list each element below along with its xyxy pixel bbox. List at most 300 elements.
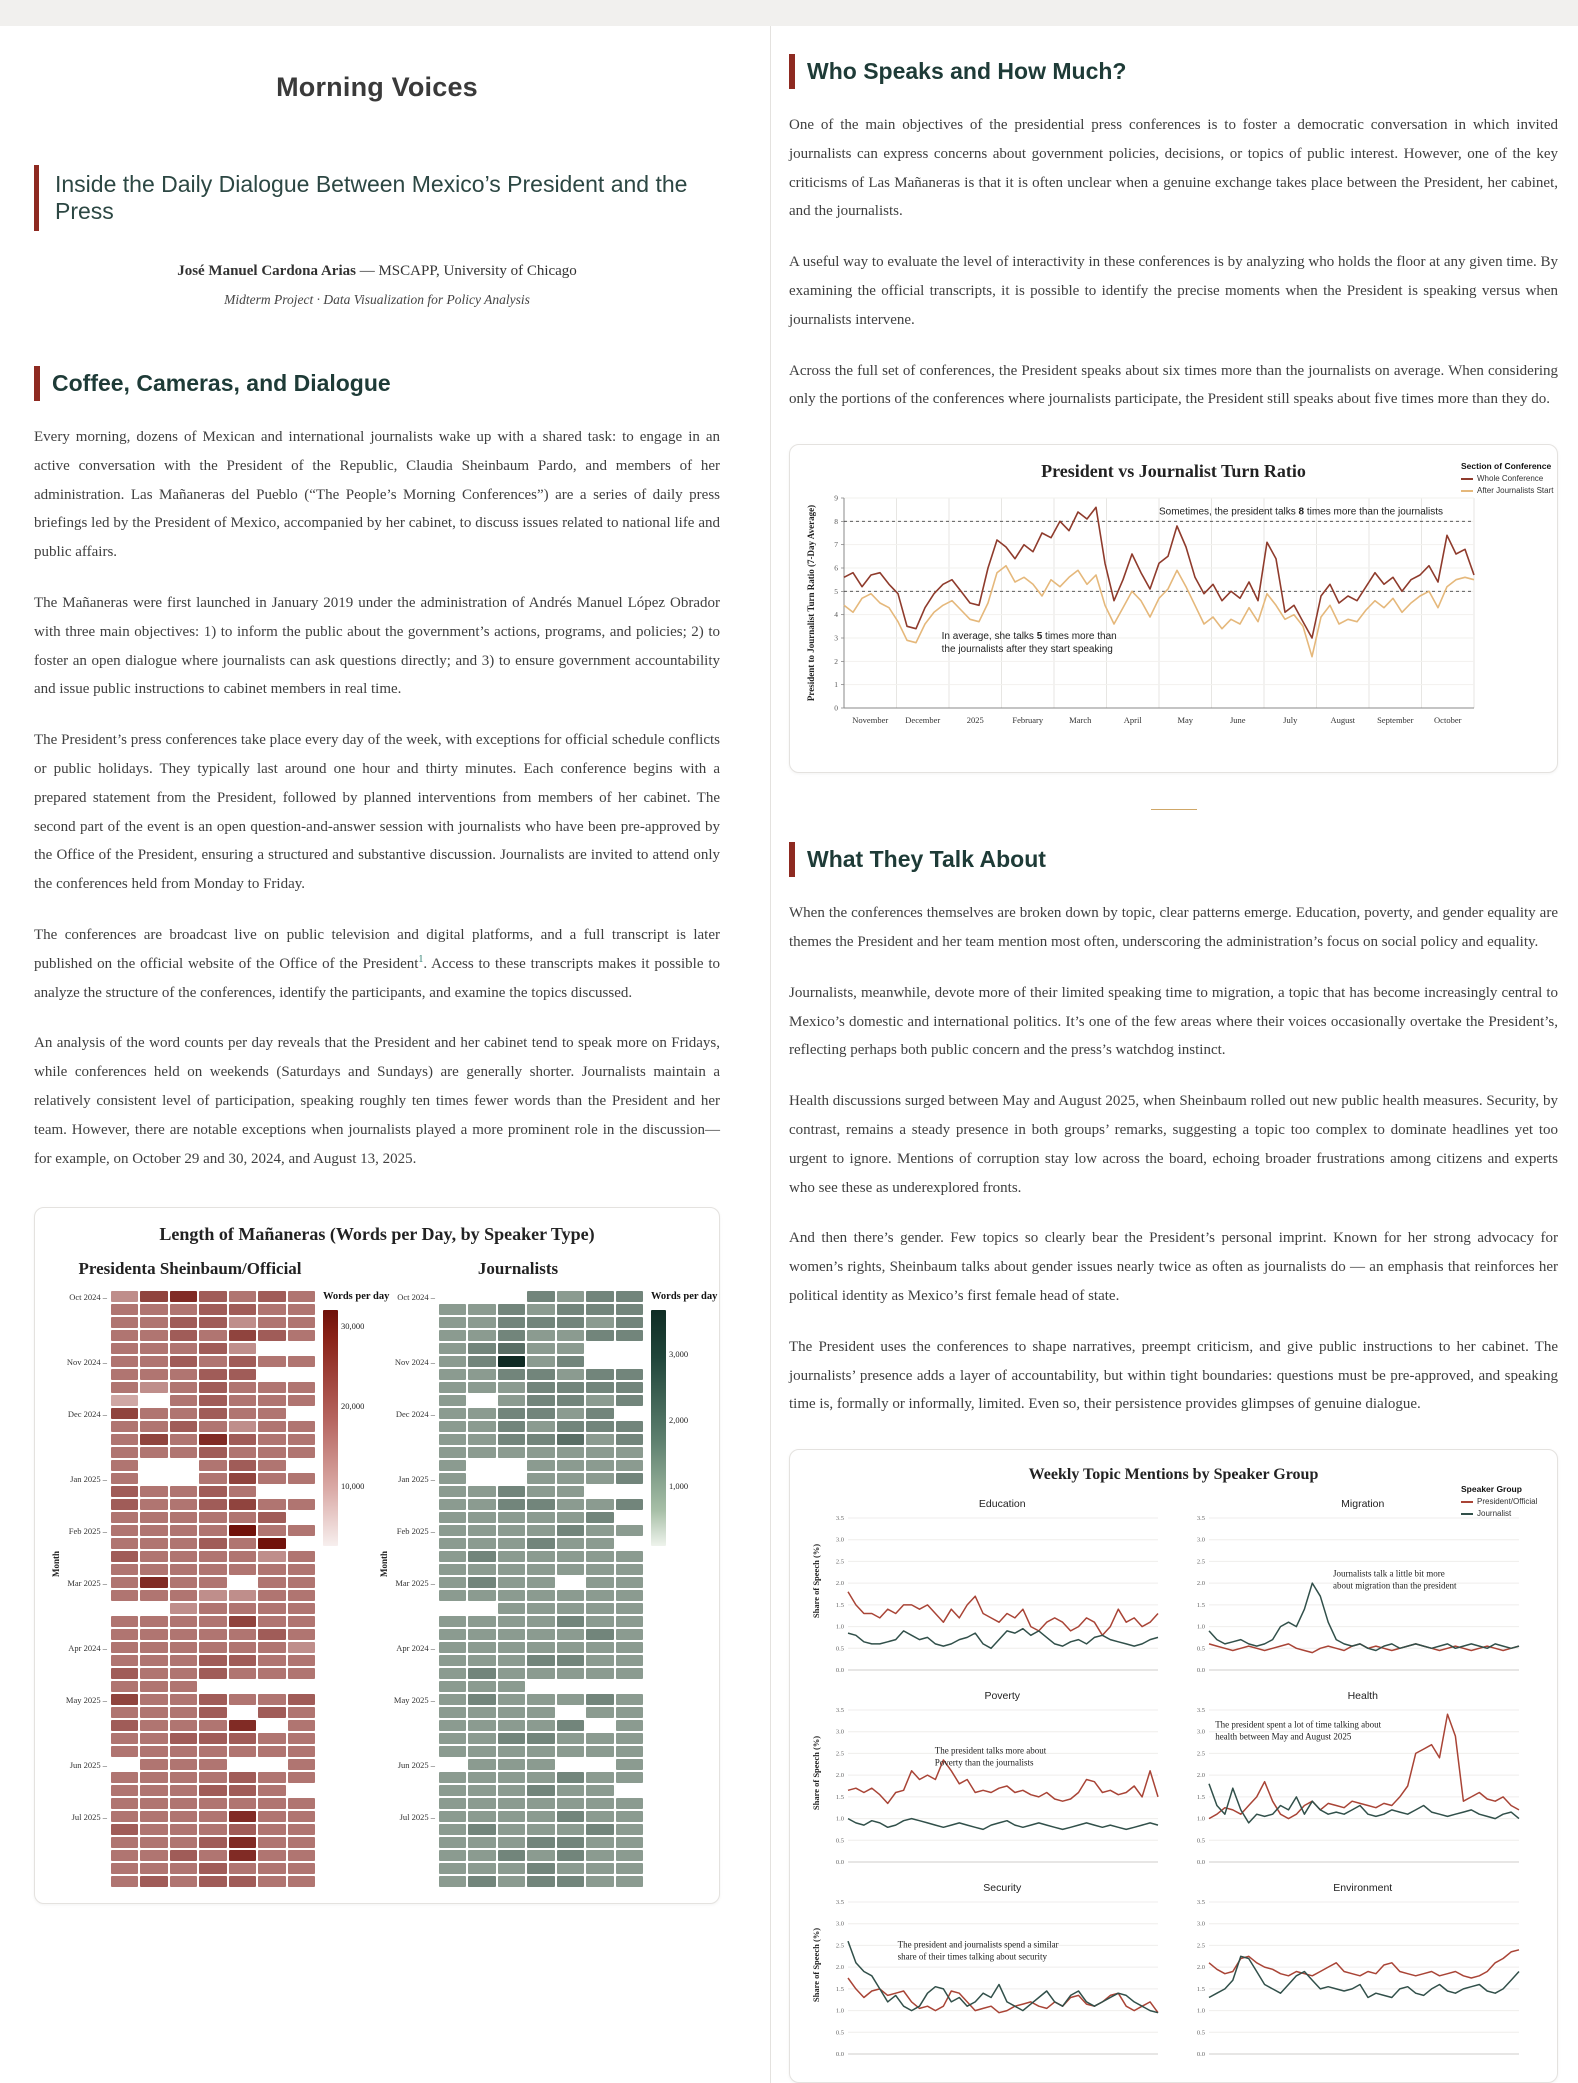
heatmap-cell xyxy=(498,1408,525,1419)
heatmap-month-tick: Jan 2025 – xyxy=(398,1474,435,1485)
heatmap-cell xyxy=(229,1668,256,1679)
heatmap-cell xyxy=(111,1408,138,1419)
y-tick-label: 0.5 xyxy=(1196,2029,1205,2037)
heatmap-cell xyxy=(170,1304,197,1315)
heatmap-month-tick: Dec 2024 – xyxy=(395,1409,435,1420)
heatmap-cell xyxy=(140,1655,167,1666)
heatmap-cell xyxy=(140,1343,167,1354)
heatmap-month-axis xyxy=(391,1291,439,1887)
heatmap-cell xyxy=(616,1512,643,1523)
heatmap-cell xyxy=(111,1460,138,1471)
heatmap-month-tick: Apr 2024 – xyxy=(396,1643,435,1654)
heatmap-cell xyxy=(616,1499,643,1510)
heatmap-cell xyxy=(439,1694,466,1705)
heatmap-cell xyxy=(439,1421,466,1432)
heatmap-legend-tick: 10,000 xyxy=(341,1481,365,1492)
y-tick-label: 1.0 xyxy=(835,1623,844,1631)
heatmap-cell xyxy=(616,1395,643,1406)
heatmap-cell xyxy=(288,1681,315,1692)
heatmap-cell xyxy=(616,1746,643,1757)
heatmap-cell xyxy=(229,1343,256,1354)
heatmap-cell xyxy=(468,1655,495,1666)
heatmap-cell xyxy=(498,1707,525,1718)
heatmap-cell xyxy=(111,1798,138,1809)
y-tick-label: 3.5 xyxy=(835,1707,844,1715)
page-title: Morning Voices xyxy=(276,72,478,102)
heatmap-cell xyxy=(498,1434,525,1445)
heatmap-cell xyxy=(199,1655,226,1666)
heatmap-cell xyxy=(439,1629,466,1640)
heatmap-cell xyxy=(468,1395,495,1406)
heatmap-cell xyxy=(557,1655,584,1666)
heatmap-cell xyxy=(616,1421,643,1432)
y-tick-label: 4 xyxy=(834,610,838,620)
heatmap-cell xyxy=(616,1720,643,1731)
topics-y-axis-label: Share of Speech (%) xyxy=(811,1928,821,2003)
heatmap-legend-gradient xyxy=(323,1310,338,1546)
heatmap-cell xyxy=(557,1317,584,1328)
heatmap-cell xyxy=(140,1369,167,1380)
annotation-bottom: In average, she talks 5 times more than the journalists after they start speaking xyxy=(941,631,1117,656)
y-tick-label: 3.5 xyxy=(1196,1707,1205,1715)
heatmap-cell xyxy=(170,1603,197,1614)
heatmap-cell xyxy=(586,1746,613,1757)
heatmap-chart-card xyxy=(34,1207,720,1904)
heatmap-cell xyxy=(111,1330,138,1341)
heatmap-cell xyxy=(111,1785,138,1796)
heatmap-cell xyxy=(140,1382,167,1393)
heatmap-cell xyxy=(616,1343,643,1354)
heatmap-cell xyxy=(288,1629,315,1640)
heatmap-cell xyxy=(527,1811,554,1822)
heatmap-cell xyxy=(439,1564,466,1575)
heatmap-cell xyxy=(616,1759,643,1770)
heatmap-cell xyxy=(258,1616,285,1627)
heatmap-cell xyxy=(586,1512,613,1523)
heatmap-cell xyxy=(170,1863,197,1874)
heatmap-cell xyxy=(498,1759,525,1770)
heatmap-cell xyxy=(288,1577,315,1588)
heatmap-cell xyxy=(199,1369,226,1380)
heatmap-cell xyxy=(140,1616,167,1627)
heatmap-cell xyxy=(557,1473,584,1484)
heatmap-cell xyxy=(439,1577,466,1588)
heatmap-cell xyxy=(527,1876,554,1887)
heatmap-cell xyxy=(527,1668,554,1679)
heatmap-month-tick: Feb 2025 – xyxy=(396,1526,435,1537)
heatmap-cell xyxy=(111,1590,138,1601)
y-tick-label: 9 xyxy=(834,493,838,503)
heatmap-cell xyxy=(199,1759,226,1770)
heatmap-cell xyxy=(616,1486,643,1497)
heatmap-cell xyxy=(527,1616,554,1627)
page-columns xyxy=(0,26,1578,2083)
heatmap-cell xyxy=(468,1837,495,1848)
heatmap-cell xyxy=(258,1707,285,1718)
heatmap-cell xyxy=(229,1707,256,1718)
heatmap-cell xyxy=(140,1460,167,1471)
heatmap-cell xyxy=(140,1291,167,1302)
heatmap-cell xyxy=(199,1343,226,1354)
heatmap-cell xyxy=(557,1759,584,1770)
y-tick-label: 1.0 xyxy=(1196,1623,1205,1631)
heatmap-cell xyxy=(288,1486,315,1497)
heatmap-cell xyxy=(288,1512,315,1523)
heatmap-cell xyxy=(527,1564,554,1575)
heatmap-cell xyxy=(527,1473,554,1484)
heatmap-cell xyxy=(439,1330,466,1341)
heatmap-cell xyxy=(229,1876,256,1887)
heatmap-cell xyxy=(557,1421,584,1432)
heatmap-cell xyxy=(616,1603,643,1614)
heatmap-cell xyxy=(258,1850,285,1861)
heatmap-cell xyxy=(527,1369,554,1380)
heatmap-cell xyxy=(199,1304,226,1315)
heatmap-cell xyxy=(616,1473,643,1484)
heatmap-cell xyxy=(557,1356,584,1367)
heatmap-cell xyxy=(170,1746,197,1757)
heatmap-cell xyxy=(229,1590,256,1601)
heatmap-cell xyxy=(498,1395,525,1406)
heatmap-month-tick: May 2025 – xyxy=(393,1695,435,1706)
heatmap-cell xyxy=(199,1564,226,1575)
heatmap-cell xyxy=(557,1525,584,1536)
heatmap-cell xyxy=(527,1681,554,1692)
y-tick-label: 2.5 xyxy=(835,1750,844,1758)
heatmap-cell xyxy=(468,1876,495,1887)
heatmap-cell xyxy=(288,1798,315,1809)
heatmap-cell xyxy=(557,1551,584,1562)
heatmap-cell xyxy=(170,1538,197,1549)
y-tick-label: 1.5 xyxy=(1196,1601,1205,1609)
heatmap-legend xyxy=(643,1291,718,1887)
topic-subplot-title: Poverty xyxy=(984,1690,1021,1703)
heatmap-cell xyxy=(140,1694,167,1705)
president-official-swatch xyxy=(1461,1501,1473,1503)
heatmap-cell xyxy=(229,1746,256,1757)
heatmap-cell xyxy=(140,1330,167,1341)
heatmap-cell xyxy=(557,1460,584,1471)
heatmap-cell xyxy=(111,1395,138,1406)
heatmap-cell xyxy=(111,1824,138,1835)
heatmap-cell xyxy=(498,1486,525,1497)
heatmap-cell xyxy=(439,1863,466,1874)
heatmap-cell xyxy=(170,1707,197,1718)
heatmap-cell xyxy=(439,1343,466,1354)
x-tick-label: February xyxy=(1012,715,1044,726)
heatmap-cell xyxy=(229,1798,256,1809)
heatmap-cell xyxy=(111,1317,138,1328)
heatmap-cell xyxy=(557,1304,584,1315)
author-name: José Manuel Cardona Arias xyxy=(177,263,356,279)
heatmap-cell xyxy=(111,1434,138,1445)
heatmap-cell xyxy=(468,1434,495,1445)
heatmap-legend-tick: 1,000 xyxy=(669,1481,689,1492)
journalist-swatch xyxy=(1461,1513,1473,1515)
heatmap-cell xyxy=(439,1486,466,1497)
heatmap-cell xyxy=(498,1551,525,1562)
y-tick-label: 2.0 xyxy=(1196,1580,1205,1588)
heatmap-cell xyxy=(439,1668,466,1679)
heatmap-cell xyxy=(586,1759,613,1770)
topic-subplot-title: Education xyxy=(978,1498,1026,1511)
heatmap-cell xyxy=(170,1460,197,1471)
heatmap-cell xyxy=(527,1837,554,1848)
heatmap-cell xyxy=(199,1538,226,1549)
heatmap-cell xyxy=(616,1824,643,1835)
heatmap-cell xyxy=(527,1850,554,1861)
y-tick-label: 3 xyxy=(834,633,838,643)
y-tick-label: 2.5 xyxy=(835,1942,844,1950)
heatmap-cell xyxy=(616,1798,643,1809)
heatmap-cell xyxy=(527,1707,554,1718)
heatmap-cell xyxy=(586,1317,613,1328)
heatmap-cell xyxy=(229,1655,256,1666)
turn-ratio-plot xyxy=(804,488,1543,756)
heatmap-cell xyxy=(557,1668,584,1679)
heatmap-cell xyxy=(288,1811,315,1822)
heatmap-cell xyxy=(199,1785,226,1796)
paragraph: The Mañaneras were first launched in January 2019 under the administration of Andrés Manuel López Obrador with three main objectives: 1) to inform the public about the government’s actions, programs, and policies; 2) to foster an open dialogue where journalists can ask questions directly; and 3) to ensure government accountability and issue public instructions to cabinet members in real time. xyxy=(34,594,720,698)
heatmap-cell xyxy=(498,1382,525,1393)
topic-subplot-svg xyxy=(1183,1702,1527,1874)
heatmap-cell xyxy=(229,1603,256,1614)
heatmap-cell xyxy=(170,1499,197,1510)
heatmap-panels xyxy=(49,1259,718,1887)
heatmap-cell xyxy=(616,1538,643,1549)
heatmap-cell xyxy=(199,1863,226,1874)
heatmap-cell xyxy=(586,1863,613,1874)
heatmap-cell xyxy=(288,1850,315,1861)
heatmap-cell xyxy=(468,1538,495,1549)
whole-conference-swatch xyxy=(1461,478,1473,480)
heatmap-cell xyxy=(468,1343,495,1354)
heatmap-cell xyxy=(527,1408,554,1419)
heatmap-cell xyxy=(140,1746,167,1757)
heatmap-cell xyxy=(586,1408,613,1419)
y-tick-label: 2.5 xyxy=(1196,1942,1205,1950)
heatmap-cell xyxy=(258,1642,285,1653)
heatmap-cell xyxy=(229,1850,256,1861)
x-tick-label: October xyxy=(1434,715,1462,726)
heatmap-cell xyxy=(170,1421,197,1432)
heatmap-cell xyxy=(288,1356,315,1367)
heatmap-cell xyxy=(498,1824,525,1835)
heatmap-cell xyxy=(498,1746,525,1757)
heatmap-cell xyxy=(586,1772,613,1783)
heatmap-cell xyxy=(199,1850,226,1861)
heatmap-cell xyxy=(258,1434,285,1445)
heatmap-cell xyxy=(258,1447,285,1458)
heatmap-cell xyxy=(229,1512,256,1523)
heatmap-cell xyxy=(288,1655,315,1666)
topics-subplot-row xyxy=(804,1490,1543,1682)
heatmap-cell xyxy=(586,1551,613,1562)
heatmap-cell xyxy=(616,1382,643,1393)
heatmap-cell xyxy=(111,1473,138,1484)
heatmap-cell xyxy=(140,1551,167,1562)
heatmap-cell xyxy=(586,1590,613,1601)
heatmap-cell xyxy=(498,1538,525,1549)
heatmap-cell xyxy=(258,1759,285,1770)
heatmap-cell xyxy=(439,1369,466,1380)
heatmap-cell xyxy=(468,1408,495,1419)
heatmap-cell xyxy=(229,1863,256,1874)
x-tick-label: November xyxy=(852,715,889,726)
heatmap-cell xyxy=(439,1382,466,1393)
heatmap-cell xyxy=(586,1876,613,1887)
heatmap-cell xyxy=(468,1330,495,1341)
heatmap-cell xyxy=(111,1291,138,1302)
heatmap-cell xyxy=(616,1577,643,1588)
y-tick-label: 2.5 xyxy=(1196,1750,1205,1758)
heatmap-legend-tick: 2,000 xyxy=(669,1415,689,1426)
heatmap-cell xyxy=(557,1434,584,1445)
heatmap-cell xyxy=(170,1837,197,1848)
heatmap-cell xyxy=(527,1356,554,1367)
heatmap-cell xyxy=(498,1421,525,1432)
heatmap-cell xyxy=(586,1629,613,1640)
heatmap-cell xyxy=(288,1382,315,1393)
heatmap-cell xyxy=(170,1434,197,1445)
heatmap-cell xyxy=(557,1733,584,1744)
heatmap-cell xyxy=(439,1538,466,1549)
y-tick-label: 6 xyxy=(834,563,838,573)
heatmap-cell xyxy=(439,1525,466,1536)
heatmap-cell xyxy=(498,1785,525,1796)
heatmap-cell xyxy=(258,1486,285,1497)
heatmap-cell xyxy=(140,1395,167,1406)
heatmap-cell xyxy=(468,1746,495,1757)
y-tick-label: 3.0 xyxy=(1196,1536,1205,1544)
heatmap-cell xyxy=(258,1863,285,1874)
heatmap-cell xyxy=(498,1616,525,1627)
heatmap-cell xyxy=(616,1863,643,1874)
heatmap-cell xyxy=(498,1356,525,1367)
heatmap-cell xyxy=(468,1421,495,1432)
heatmap-cell xyxy=(586,1694,613,1705)
heatmap-cell xyxy=(468,1798,495,1809)
heatmap-cell xyxy=(586,1538,613,1549)
heatmap-cell xyxy=(616,1434,643,1445)
heatmap-cell xyxy=(557,1720,584,1731)
heatmap-cell xyxy=(170,1590,197,1601)
right-column xyxy=(770,26,1578,2083)
heatmap-cell xyxy=(229,1720,256,1731)
heatmap-cell xyxy=(439,1447,466,1458)
heatmap-cell xyxy=(111,1850,138,1861)
heatmap-cell xyxy=(258,1785,285,1796)
y-tick-label: 3.5 xyxy=(1196,1515,1205,1523)
heatmap-cell xyxy=(468,1733,495,1744)
topic-subplot-svg xyxy=(1183,1894,1527,2066)
heatmap-cell xyxy=(439,1473,466,1484)
y-tick-label: 5 xyxy=(834,587,838,597)
heatmap-cell xyxy=(258,1629,285,1640)
heatmap-cell xyxy=(229,1681,256,1692)
heatmap-cell xyxy=(288,1551,315,1562)
heatmap-cell xyxy=(199,1486,226,1497)
heatmap-cell xyxy=(288,1863,315,1874)
heatmap-cell xyxy=(468,1850,495,1861)
heatmap-cell xyxy=(468,1694,495,1705)
heatmap-cell xyxy=(140,1837,167,1848)
heatmap-cell xyxy=(557,1486,584,1497)
heatmap-cell xyxy=(498,1590,525,1601)
heatmap-cell xyxy=(288,1291,315,1302)
heatmap-month-tick: Feb 2025 – xyxy=(68,1526,107,1537)
paragraph: When the conferences themselves are broken down by topic, clear patterns emerge. Education, poverty, and gender equality are themes the President and her team mention most often, underscoring the administration’s focus on social policy and equality. xyxy=(789,905,1558,950)
y-tick-label: 2 xyxy=(834,657,838,667)
topic-subplot-poverty xyxy=(822,1682,1183,1874)
heatmap-cell xyxy=(258,1382,285,1393)
heatmap-cell xyxy=(586,1707,613,1718)
heatmap-cell xyxy=(140,1538,167,1549)
heatmap-cell xyxy=(498,1811,525,1822)
heatmap-cell xyxy=(258,1473,285,1484)
x-tick-label: June xyxy=(1229,715,1246,726)
heatmap-cell xyxy=(468,1720,495,1731)
heatmap-cell xyxy=(111,1642,138,1653)
paragraph: An analysis of the word counts per day reveals that the President and her cabinet tend to speak more on Fridays, while conferences held on weekends (Saturdays and Sundays) are generally shorter. Journalists maintain a relatively consistent level of participation, speaking roughly ten times fewer words than the President and her team. However, there are notable exceptions when journalists played a more prominent role in the discussion—for example, on October 29 and 30, 2024, and August 13, 2025. xyxy=(34,1035,720,1167)
heatmap-cell xyxy=(199,1291,226,1302)
heatmap-cell xyxy=(140,1304,167,1315)
heatmap-cell xyxy=(557,1642,584,1653)
heatmap-cell xyxy=(170,1564,197,1575)
heatmap-cell xyxy=(468,1603,495,1614)
heatmap-cell xyxy=(229,1382,256,1393)
heatmap-cell xyxy=(527,1798,554,1809)
y-tick-label: 0.0 xyxy=(835,1667,844,1675)
heatmap-cell xyxy=(586,1811,613,1822)
heatmap-cell xyxy=(140,1720,167,1731)
author-line xyxy=(34,263,720,280)
heatmap-cell xyxy=(170,1382,197,1393)
heatmap-cell xyxy=(229,1434,256,1445)
heatmap-cell xyxy=(288,1746,315,1757)
heatmap-cell xyxy=(170,1798,197,1809)
heatmap-cell xyxy=(199,1694,226,1705)
heatmap-cell xyxy=(140,1733,167,1744)
topic-subplot-title: Migration xyxy=(1341,1498,1385,1511)
turn-ratio-chart-title: President vs Journalist Turn Ratio xyxy=(1041,461,1306,482)
heatmap-legend-title: Words per day xyxy=(323,1291,390,1303)
topic-subplot-environment xyxy=(1183,1874,1544,2066)
heatmap-cell xyxy=(616,1668,643,1679)
heatmap-cell xyxy=(527,1512,554,1523)
heatmap-cell xyxy=(111,1304,138,1315)
heatmap-cell xyxy=(439,1720,466,1731)
heatmap-cell xyxy=(288,1720,315,1731)
heatmap-cell xyxy=(140,1564,167,1575)
heatmap-cell xyxy=(288,1473,315,1484)
heatmap-cell xyxy=(439,1356,466,1367)
heatmap-cell xyxy=(616,1772,643,1783)
project-line: Midterm Project · Data Visualization for Policy Analysis xyxy=(224,292,530,307)
heatmap-month-tick: Dec 2024 – xyxy=(67,1409,107,1420)
heatmap-cell xyxy=(140,1876,167,1887)
footnote-link[interactable]: 1 xyxy=(418,953,424,965)
heatmap-cell xyxy=(586,1395,613,1406)
heatmap-cell xyxy=(498,1499,525,1510)
heatmap-cell xyxy=(498,1564,525,1575)
heatmap-month-tick: Oct 2024 – xyxy=(69,1292,107,1303)
heatmap-cell xyxy=(111,1603,138,1614)
heatmap-cell xyxy=(586,1525,613,1536)
y-tick-label: 3.0 xyxy=(835,1536,844,1544)
heatmap-cell xyxy=(199,1421,226,1432)
heatmap-cell xyxy=(439,1434,466,1445)
